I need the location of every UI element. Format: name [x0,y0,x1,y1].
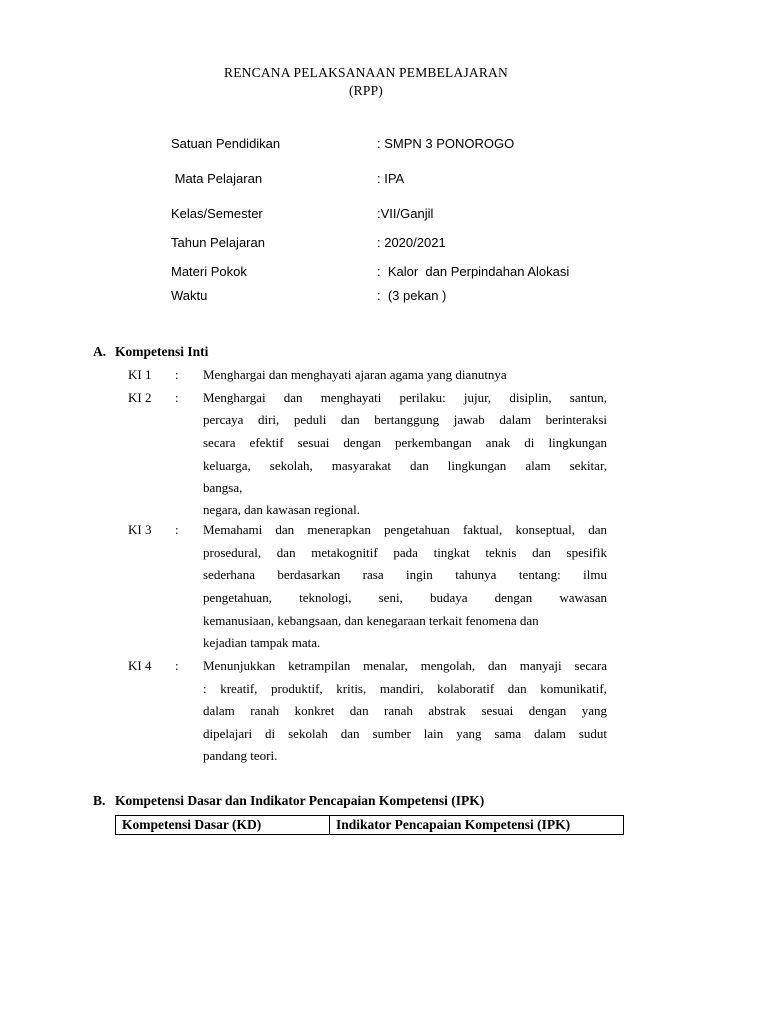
identity-value: : 2020/2021 [377,235,446,250]
identity-label: Satuan Pendidikan [171,136,281,151]
ki-text-line: Menghargai dan menghayati ajaran agama yang dianutnya [203,367,507,382]
identity-value: : IPA [377,171,405,186]
identity-value: :VII/Ganjil [377,206,434,221]
ki-text-line: pengetahuan, teknologi, seni, budaya dengan wawasan [203,590,607,605]
section-letter: A. [93,344,107,359]
ki-text-line: kejadian tampak mata. [203,635,321,650]
ki-text-line: Menghargai dan menghayati perilaku: jujur, disiplin, santun, [203,390,607,405]
section-title: Kompetensi Dasar dan Indikator Pencapaian Kompetensi (IPK) [115,793,485,808]
ki-code: KI 4 [128,658,152,673]
identity-label: Tahun Pelajaran [171,235,265,250]
table-header-ipk: Indikator Pencapaian Kompetensi (IPK) [330,816,624,835]
kd-ipk-table [115,815,624,835]
ki-text-line: bangsa, [203,480,243,495]
ki-text-line: sederhana berdasarkan rasa ingin tahunya tentang: ilmu [203,567,607,582]
ki-text-line: kemanusiaan, kebangsaan, dan kenegaraan terkait fenomena dan [203,613,539,628]
ki-text-line: percaya diri, peduli dan bertanggung jawab dalam berinteraksi [203,412,607,427]
section-a-heading [93,344,208,360]
identity-value: : Kalor dan Perpindahan Alokasi [377,264,570,279]
section-letter: B. [93,793,106,808]
ki-text-line: keluarga, sekolah, masyarakat dan lingkungan alam sekitar, [203,458,607,473]
ki-text-line: Menunjukkan ketrampilan menalar, mengolah, dan manyaji secara [203,658,607,673]
ki-text-line: dipelajari di sekolah dan sumber lain yang sama dalam sudut [203,726,607,741]
ki-text-line: secara efektif sesuai dengan perkembangan anak di lingkungan [203,435,607,450]
identity-value: : SMPN 3 PONOROGO [377,136,515,151]
identity-value: : (3 pekan ) [377,288,447,303]
section-b-heading [93,793,484,809]
ki-code: KI 2 [128,390,152,405]
ki-text-line: dalam ranah konkret dan ranah abstrak sesuai dengan yang [203,703,607,718]
ki-text-line: negara, dan kawasan regional. [203,502,361,517]
ki-text-line: prosedural, dan metakognitif pada tingkat teknis dan spesifik [203,545,607,560]
table-header-kd: Kompetensi Dasar (KD) [116,816,330,835]
ki-colon: : [175,367,179,382]
identity-label: Materi Pokok [171,264,247,279]
identity-label: Waktu [171,288,208,303]
ki-code: KI 3 [128,522,152,537]
document-subtitle: (RPP) [348,83,383,98]
ki-text-line: pandang teori. [203,748,278,763]
ki-text-line: Memahami dan menerapkan pengetahuan faktual, konseptual, dan [203,522,607,537]
identity-label: Mata Pelajaran [171,171,263,186]
identity-label: Kelas/Semester [171,206,263,221]
document-title: RENCANA PELAKSANAAN PEMBELAJARAN [224,65,508,80]
ki-colon: : [175,522,179,537]
ki-text-line: : kreatif, produktif, kritis, mandiri, kolaboratif dan komunikatif, [203,681,607,696]
section-title: Kompetensi Inti [115,344,209,359]
table-header-row [116,816,624,835]
ki-colon: : [175,390,179,405]
ki-colon: : [175,658,179,673]
ki-code: KI 1 [128,367,152,382]
